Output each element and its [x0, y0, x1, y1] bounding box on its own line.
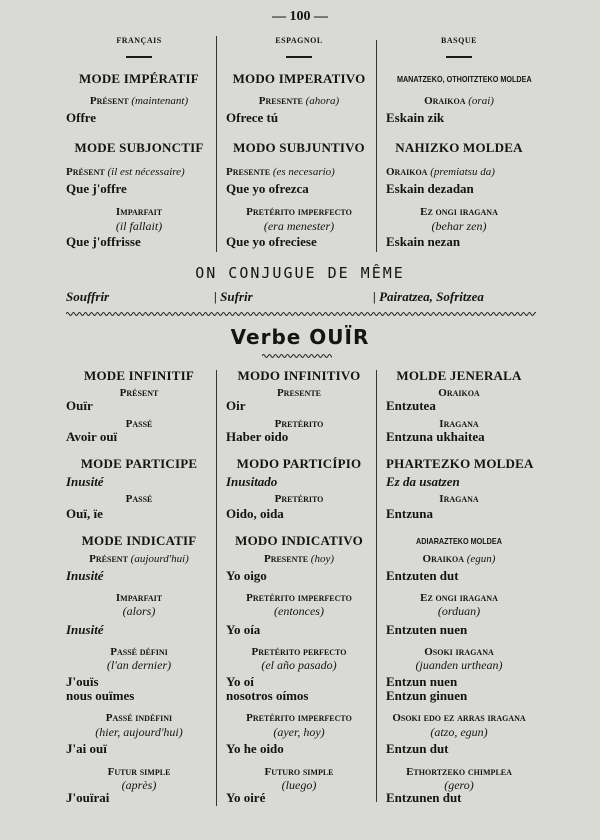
tense-label-spanish	[226, 591, 372, 605]
tense-name: Ethortzeko chimplea	[406, 766, 512, 778]
tense-label-basque	[386, 492, 532, 506]
tense-time-hint-basque: (orduan)	[437, 604, 481, 618]
conjugation-basque: Entzutea	[386, 398, 436, 413]
tense-name: Ez ongi iragana	[420, 592, 498, 604]
conjugation-basque: Entzun ginuen	[386, 688, 468, 703]
verb-title: Verbe OUÏR	[230, 325, 370, 349]
conjugation-basque: Entzuten dut	[386, 568, 459, 583]
mode-heading-spanish: MODO SUBJUNTIVO	[233, 140, 365, 155]
tense-name: Imparfait	[115, 592, 163, 604]
conjugation-basque: Entzuna	[386, 506, 433, 521]
conjugation-spanish: Que yo ofrezca	[226, 181, 309, 196]
conjugation-spanish: Oido, oida	[226, 506, 284, 521]
conjugation-basque: Ez da usatzen	[386, 474, 460, 489]
tense-time-hint: (hoy)	[310, 553, 335, 565]
column-divider	[376, 40, 377, 252]
tense-time-hint: (maintenant)	[131, 95, 189, 107]
tense-label-french	[66, 165, 212, 179]
tense-time-hint: (es necesario)	[272, 166, 335, 178]
conjugation-basque: Eskain nezan	[386, 234, 461, 249]
tense-label-basque	[386, 645, 532, 659]
tense-name: Passé	[125, 418, 153, 430]
column-header-spanish: ESPAGNOL	[275, 36, 323, 45]
tense-label-spanish	[226, 205, 372, 219]
page-number: — 100 —	[272, 9, 328, 24]
tense-name: Pretérito imperfecto	[246, 592, 352, 604]
tense-time-hint-french: (l'an dernier)	[106, 658, 172, 672]
tense-label-spanish	[226, 765, 372, 779]
mode-heading-spanish: MODO PARTICÍPIO	[236, 456, 362, 471]
tense-name: Présent	[89, 95, 129, 107]
tense-time-hint: (egun)	[466, 553, 496, 565]
mode-heading-basque: MANATZEKO, OTHOITZTEKO MOLDEA	[396, 74, 532, 84]
tense-label-spanish	[226, 165, 372, 179]
tense-name: Iragana	[439, 493, 479, 505]
tense-label-spanish	[226, 386, 372, 400]
mode-heading-basque: NAHIZKO MOLDEA	[395, 140, 523, 155]
mode-heading-basque: MOLDE JENERALA	[396, 368, 522, 383]
tense-time-hint: (orai)	[468, 95, 494, 107]
conjugation-french: J'ouïrai	[66, 790, 110, 805]
tense-label-spanish	[226, 711, 372, 725]
mode-heading-basque: ADIARAZTEKO MOLDEA	[416, 536, 502, 546]
conjugation-french: Que j'offrisse	[66, 234, 141, 249]
tense-label-spanish	[226, 645, 372, 659]
tense-name: Pretérito perfecto	[251, 646, 347, 658]
tense-label-spanish	[226, 492, 372, 506]
conjugation-spanish: Yo oía	[226, 622, 261, 637]
header-rule	[126, 56, 152, 58]
tense-name: Osoki iragana	[424, 646, 494, 658]
tense-name: Futuro simple	[264, 766, 334, 778]
tense-name: Presente	[258, 95, 303, 107]
conjugation-french: J'ouïs	[66, 674, 99, 689]
wavy-underline	[262, 353, 332, 359]
mode-heading-spanish: MODO INFINITIVO	[237, 368, 361, 383]
tense-time-hint-spanish: (ayer, hoy)	[273, 725, 325, 739]
tense-name: Oraikoa	[422, 553, 464, 565]
tense-time-hint-spanish: (el año pasado)	[261, 658, 337, 672]
conjugation-basque: Eskain zik	[386, 110, 445, 125]
column-header-french: FRANÇAIS	[116, 36, 162, 45]
tense-name: Pretérito imperfecto	[246, 712, 352, 724]
conjugation-french: Inusité	[66, 474, 104, 489]
tense-label-basque	[386, 765, 532, 779]
tense-name: Pretérito	[274, 418, 324, 430]
conjugation-spanish: Haber oido	[226, 429, 289, 444]
conjugation-spanish: Yo he oido	[226, 741, 284, 756]
conjugation-french: Inusité	[66, 568, 104, 583]
mode-heading-spanish: MODO IMPERATIVO	[232, 71, 366, 86]
conjugation-french: Inusité	[66, 622, 104, 637]
conjugation-french: Ouï, ïe	[66, 506, 103, 521]
tense-label-spanish	[226, 552, 372, 566]
conjugation-spanish: Que yo ofreciese	[226, 234, 317, 249]
tense-label-french	[66, 94, 212, 108]
tense-name: Passé indéfini	[105, 712, 173, 724]
tense-name: Iragana	[439, 418, 479, 430]
tense-label-french	[66, 552, 212, 566]
column-header-basque: BASQUE	[441, 36, 477, 45]
tense-name: Présent	[66, 166, 105, 178]
conjugate-same-title: ON CONJUGUE DE MÊME	[195, 264, 405, 282]
column-divider	[376, 370, 377, 802]
tense-name: Présent	[89, 553, 128, 565]
conjugation-basque: Entzun nuen	[386, 674, 458, 689]
conjugation-french: Offre	[66, 110, 97, 125]
conjugation-french: nous ouïmes	[66, 688, 135, 703]
tense-name: Osoki edo ez arras iragana	[392, 712, 526, 724]
tense-time-hint-spanish: (era menester)	[263, 219, 335, 233]
mode-heading-french: MODE PARTICIPE	[80, 456, 198, 471]
tense-time-hint-french: (alors)	[122, 604, 156, 618]
mode-heading-french: MODE IMPÉRATIF	[79, 71, 199, 86]
conjugation-french: Ouïr	[66, 398, 93, 413]
tense-label-basque	[386, 552, 532, 566]
tense-name: Pretérito	[274, 493, 324, 505]
conjugation-basque: Entzunen dut	[386, 790, 462, 805]
tense-label-french	[66, 591, 212, 605]
tense-name: Présent	[119, 387, 159, 399]
tense-time-hint-french: (il fallait)	[115, 219, 163, 233]
tense-name: Passé défini	[110, 646, 168, 658]
tense-time-hint: (ahora)	[305, 95, 340, 107]
tense-time-hint-basque: (atzo, egun)	[430, 725, 488, 739]
tense-time-hint: (premiatsu da)	[430, 166, 495, 178]
conjugate-same-french: Souffrir	[66, 289, 110, 304]
tense-name: Imparfait	[115, 206, 163, 218]
tense-name: Oraikoa	[424, 95, 466, 107]
header-rule	[286, 56, 312, 58]
tense-time-hint-basque: (juanden urthean)	[415, 658, 503, 672]
tense-label-french	[66, 711, 212, 725]
conjugate-same-basque: | Pairatzea, Sofritzea	[373, 289, 484, 304]
tense-label-french	[66, 645, 212, 659]
tense-name: Presente	[263, 553, 309, 565]
conjugation-spanish: Inusitado	[226, 474, 278, 489]
conjugation-spanish: Yo oí	[226, 674, 254, 689]
conjugation-spanish: nosotros oímos	[226, 688, 309, 703]
conjugation-french: Avoir ouï	[66, 429, 118, 444]
tense-label-basque	[386, 94, 532, 108]
tense-time-hint-spanish: (entonces)	[274, 604, 324, 618]
mode-heading-french: MODE SUBJONCTIF	[74, 140, 204, 155]
tense-label-french	[66, 765, 212, 779]
tense-label-basque	[386, 165, 532, 179]
conjugation-basque: Entzun dut	[386, 741, 449, 756]
conjugation-basque: Entzuna ukhaitea	[386, 429, 485, 444]
tense-label-spanish	[226, 94, 372, 108]
mode-heading-basque: PHARTEZKO MOLDEA	[386, 456, 534, 471]
tense-time-hint-french: (après)	[121, 778, 157, 792]
conjugation-french: Que j'offre	[66, 181, 127, 196]
tense-time-hint-spanish: (luego)	[281, 778, 317, 792]
conjugation-french: J'ai ouï	[66, 741, 107, 756]
tense-name: Pretérito imperfecto	[246, 206, 352, 218]
tense-name: Ez ongi iragana	[420, 206, 498, 218]
tense-label-french	[66, 492, 212, 506]
tense-time-hint-basque: (gero)	[444, 778, 474, 792]
tense-name: Presente	[276, 387, 322, 399]
tense-time-hint-basque: (behar zen)	[431, 219, 487, 233]
conjugation-spanish: Ofrece tú	[226, 110, 279, 125]
header-rule	[446, 56, 472, 58]
column-divider	[216, 370, 217, 806]
tense-name: Presente	[226, 166, 271, 178]
conjugate-same-spanish: | Sufrir	[214, 289, 253, 304]
mode-heading-spanish: MODO INDICATIVO	[235, 533, 363, 548]
tense-label-basque	[386, 711, 532, 725]
wavy-divider	[66, 311, 536, 317]
tense-name: Oraikoa	[438, 387, 480, 399]
tense-label-french	[66, 205, 212, 219]
tense-time-hint-french: (hier, aujourd'hui)	[95, 725, 183, 739]
conjugation-spanish: Yo oigo	[226, 568, 267, 583]
tense-name: Passé	[125, 493, 153, 505]
conjugation-basque: Eskain dezadan	[386, 181, 474, 196]
mode-heading-french: MODE INDICATIF	[81, 533, 197, 548]
conjugation-basque: Entzuten nuen	[386, 622, 468, 637]
tense-label-basque	[386, 205, 532, 219]
tense-label-basque	[386, 591, 532, 605]
mode-heading-french: MODE INFINITIF	[83, 368, 195, 383]
conjugation-spanish: Oir	[226, 398, 246, 413]
conjugation-spanish: Yo oiré	[226, 790, 266, 805]
tense-name: Oraikoa	[386, 166, 428, 178]
tense-time-hint: (aujourd'hui)	[130, 553, 189, 565]
tense-name: Futur simple	[107, 766, 171, 778]
tense-time-hint: (il est nécessaire)	[107, 166, 185, 178]
column-divider	[216, 36, 217, 252]
